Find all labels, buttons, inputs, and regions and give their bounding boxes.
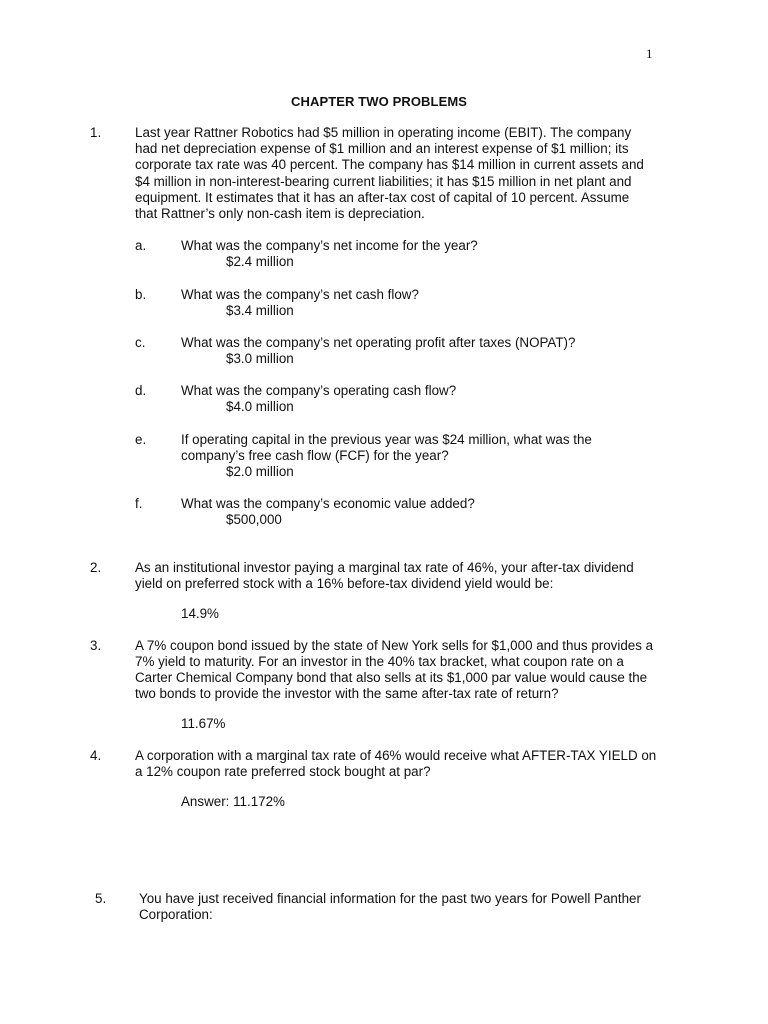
problem-number: 1. (90, 125, 102, 140)
part-question: company’s free cash flow (FCF) for the year? (181, 448, 449, 463)
part-letter: a. (135, 238, 147, 253)
problem-text-line: 7% yield to maturity. For an investor in the 40% tax bracket, what coupon rate on a (135, 654, 624, 669)
problem-answer: 11.67% (181, 716, 226, 731)
problem-text-line: yield on preferred stock with a 16% before-tax dividend yield would be: (135, 576, 554, 591)
part-question: What was the company’s net cash flow? (181, 287, 419, 302)
problem-number: 2. (90, 560, 102, 575)
problem-text-line: $4 million in non-interest-bearing current liabilities; it has $15 million in net plant and (135, 174, 632, 189)
part-question: What was the company’s operating cash flow? (181, 383, 457, 398)
problem-answer: Answer: 11.172% (181, 794, 285, 809)
part-letter: b. (135, 287, 147, 302)
part-question: What was the company’s economic value added? (181, 496, 475, 511)
problem-number: 5. (95, 891, 107, 906)
part-letter: f. (135, 496, 143, 511)
problem-text-line: a 12% coupon rate preferred stock bought at par? (135, 764, 431, 779)
part-question: What was the company’s net operating profit after taxes (NOPAT)? (181, 335, 576, 350)
problem-text-line: You have just received financial information for the past two years for Powell Panther (139, 891, 641, 906)
problem-number: 3. (90, 638, 102, 653)
problem-text-line: A 7% coupon bond issued by the state of New York sells for $1,000 and thus provides a (135, 638, 654, 653)
part-answer: $3.4 million (226, 303, 294, 318)
page-title: CHAPTER TWO PROBLEMS (291, 94, 468, 109)
part-answer: $4.0 million (226, 399, 294, 414)
problem-text-line: A corporation with a marginal tax rate of 46% would receive what AFTER-TAX YIELD on (135, 748, 657, 763)
part-answer: $3.0 million (226, 351, 294, 366)
page-number: 1 (646, 46, 653, 61)
problem-text-line: that Rattner’s only non-cash item is depreciation. (135, 206, 425, 221)
part-letter: c. (135, 335, 146, 350)
part-question: If operating capital in the previous year was $24 million, what was the (181, 432, 592, 447)
problem-text-line: Carter Chemical Company bond that also sells at its $1,000 par value would cause the (135, 670, 648, 685)
problem-text-line: corporate tax rate was 40 percent. The company has $14 million in current assets and (135, 157, 644, 172)
problem-text-line: As an institutional investor paying a marginal tax rate of 46%, your after-tax dividend (135, 560, 634, 575)
problem-text-line: equipment. It estimates that it has an after-tax cost of capital of 10 percent. Assume (135, 190, 630, 205)
part-question: What was the company’s net income for the year? (181, 238, 478, 253)
problem-text-line: two bonds to provide the investor with the same after-tax rate of return? (135, 686, 559, 701)
problem-text-line: Last year Rattner Robotics had $5 million in operating income (EBIT). The company (135, 125, 632, 140)
part-letter: d. (135, 383, 147, 398)
part-letter: e. (135, 432, 147, 447)
problem-answer: 14.9% (181, 606, 219, 621)
problem-number: 4. (90, 748, 102, 763)
problem-text-line: Corporation: (139, 907, 213, 922)
part-answer: $500,000 (226, 512, 282, 527)
problem-text-line: had net depreciation expense of $1 million and an interest expense of $1 million; its (135, 141, 629, 156)
part-answer: $2.0 million (226, 464, 294, 479)
part-answer: $2.4 million (226, 254, 294, 269)
